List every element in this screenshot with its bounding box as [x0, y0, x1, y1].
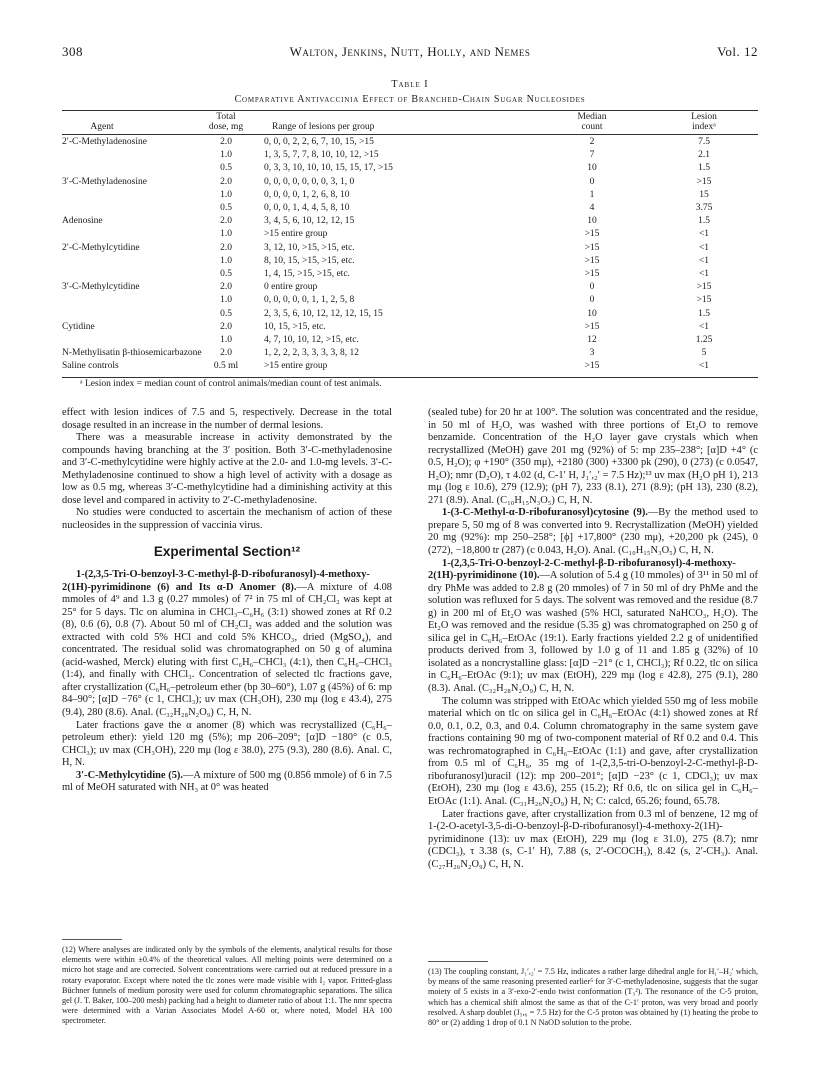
- cell-range: 1, 2, 2, 2, 3, 3, 3, 3, 8, 12: [264, 348, 359, 359]
- table-row: [62, 256, 758, 267]
- cell-median: 0: [589, 176, 595, 187]
- cell-agent: 3′-C-Methyladenosine: [62, 176, 147, 187]
- cell-dose: 0.5: [220, 163, 232, 174]
- compound-title: 1-(2,3,5-Tri-O-benzoyl-2-C-methyl-β-D-ribofuranosyl)-4-methoxy-2(1H)-pyrimidinone (10).: [428, 557, 736, 582]
- cell-index: <1: [698, 229, 710, 240]
- table-row: [62, 322, 758, 333]
- cell-range: 0, 0, 0, 1, 4, 4, 5, 8, 10: [264, 203, 350, 213]
- cell-index: >15: [696, 282, 712, 293]
- cell-range: 3, 12, 10, >15, >15, etc.: [264, 242, 355, 253]
- cell-median: 10: [587, 308, 597, 319]
- volume-label: Vol. 12: [717, 44, 758, 59]
- footnote-12: (12) Where analyses are indicated only by the symbols of the elements, analytical results for those elements were within ±0.4% of the theoretical values. All melting points were determined on a micro hot stage and are corrected. Solvent concentrations were carried out at reduced pressure in a rotary evaporator. Except where noted the tlc zones were made visible with I₂ vapor. Fritted-glass Büchner funnels of medium porosity were used for column chromatographic separations. The silica gel (J. T. Baker, 100–200 mesh) packing had a height to diameter ratio of about 1:1. The nmr spectra were determined with a Varian Associates Model A-60 or, where noted, Model HA 100 spectrometer.: [62, 945, 392, 1026]
- col-head-dose-2: dose, mg: [208, 122, 244, 132]
- cell-agent: Cytidine: [62, 321, 95, 332]
- cell-dose: 2.0: [220, 216, 232, 227]
- cell-range: 0, 0, 0, 2, 2, 6, 7, 10, 15, >15: [264, 137, 374, 147]
- col-head-median-1: Median: [577, 112, 607, 122]
- cell-dose: 1.0: [220, 295, 232, 306]
- col-head-index-1: Lesion: [691, 112, 717, 122]
- cell-median: >15: [584, 229, 600, 240]
- cell-agent: N-Methylisatin β-thiosemicarbazone: [62, 348, 202, 359]
- table-row: [62, 348, 758, 359]
- cell-range: 3, 4, 5, 6, 10, 12, 12, 15: [264, 216, 355, 227]
- cell-dose: 1.0: [220, 229, 232, 240]
- table-row: [62, 335, 758, 346]
- left-column: [62, 407, 392, 795]
- cell-range: 0, 3, 3, 10, 10, 10, 15, 15, 17, >15: [264, 163, 393, 174]
- cell-range: 0, 0, 0, 0, 0, 0, 0, 3, 1, 0: [264, 176, 355, 187]
- cell-index: 1.25: [695, 335, 713, 345]
- cell-index: 3.75: [695, 203, 713, 213]
- cell-range: 10, 15, >15, etc.: [264, 321, 326, 332]
- cell-index: 1.5: [698, 216, 710, 227]
- paragraph: [428, 558, 758, 696]
- cell-index: <1: [698, 255, 710, 266]
- cell-agent: 2′-C-Methylcytidine: [62, 242, 140, 253]
- cell-dose: 0.5: [220, 269, 232, 279]
- running-authors: Walton, Jenkins, Nutt, Holly, and Nemes: [289, 44, 531, 59]
- table-header-rule: [62, 134, 758, 135]
- cell-dose: 2.0: [220, 321, 232, 332]
- cell-dose: 2.0: [220, 348, 232, 359]
- paragraph: Later fractions gave, after crystallization from 0.3 ml of benzene, 12 mg of 1-(2-O-acetyl-3,5-di-O-benzoyl-β-D-ribofuranosyl)-4-methoxy-2(1H)-pyrimidinone (13): uv max (EtOH), 229 mμ (log ε 31.0), 275 (8.7); nmr (CDCl₃), τ 3.38 (s, C-1′ H), 7.88 (s, 2′-OCOCH₃), 8.42 (s, 2′-CH₃). Anal. (C₂₇H₂₆N₂O₉) C, H, N.: [428, 808, 758, 870]
- table-row: [62, 216, 758, 227]
- paragraph: Later fractions gave the α anomer (8) which was recrystallized (C₆H₆–petroleum ether): yield 120 mg (5%); mp 206–209°; [α]D −180° (c 0.5, CHCl₃); uv max (CH₃OH), 220 mμ (log ε 38.0), 275 (9.3), 280 (8.6). Anal. C, H, N.: [62, 719, 392, 769]
- cell-index: <1: [698, 361, 710, 372]
- cell-range: 4, 7, 10, 10, 12, >15, etc.: [264, 335, 359, 345]
- paragraph: effect with lesion indices of 7.5 and 5, respectively. Decrease in the total dosage resulted in an increase in the number of dermal lesions.: [62, 407, 392, 431]
- cell-range: 0, 0, 0, 0, 0, 1, 1, 2, 5, 8: [264, 295, 355, 306]
- cell-median: 0: [589, 282, 595, 293]
- table-row: [62, 282, 758, 293]
- page-number: 308: [62, 44, 83, 59]
- cell-index: >15: [696, 295, 712, 306]
- paragraph-body: —By the method used to prepare 5, 50 mg of 8 was converted into 9. Recrystallization (MeOH) yielded 20 mg (92%): mp 250–258°; [ϕ] +17,800° (230 mμ), +20,200 pk (245), 0 (272), −18,800 tr (287) (c 0.043, H₂O). Anal. (C₁₀H₁₅N₃O₅) C, H, N.: [428, 507, 758, 557]
- cell-median: 3: [589, 348, 595, 359]
- footnote-rule: [62, 939, 122, 940]
- cell-dose: 1.0: [220, 150, 232, 161]
- cell-median: 10: [587, 163, 597, 174]
- cell-index: <1: [698, 321, 710, 332]
- cell-median: 4: [589, 203, 595, 213]
- col-head-median-2: count: [581, 122, 603, 132]
- cell-dose: 2.0: [220, 242, 232, 253]
- table-row: [62, 243, 758, 254]
- cell-index: 1.5: [698, 308, 710, 319]
- paragraph: No studies were conducted to ascertain the mechanism of action of these nucleosides in the suppression of vaccinia virus.: [62, 507, 392, 531]
- table-footnote: ᵃ Lesion index = median count of control animals/median count of test animals.: [80, 379, 382, 389]
- cell-range: 2, 3, 5, 6, 10, 12, 12, 12, 15, 15: [264, 308, 383, 319]
- cell-median: 10: [587, 216, 597, 227]
- cell-range: 8, 10, 15, >15, >15, etc.: [264, 255, 355, 266]
- cell-agent: Saline controls: [62, 361, 119, 372]
- cell-index: 1.5: [698, 163, 710, 174]
- table-row: [62, 295, 758, 306]
- cell-index: <1: [698, 242, 710, 253]
- cell-dose: 1.0: [220, 335, 232, 345]
- table-row: [62, 163, 758, 174]
- table-row: [62, 269, 758, 280]
- table-row: [62, 309, 758, 320]
- cell-dose: 1.0: [220, 255, 232, 266]
- cell-agent: Adenosine: [62, 216, 103, 227]
- footnote-rule: [428, 961, 488, 962]
- paragraph: [428, 507, 758, 557]
- compound-title: 1-(3-C-Methyl-α-D-ribofuranosyl)cytosine (9).: [442, 507, 648, 519]
- cell-agent: 2′-C-Methyladenosine: [62, 137, 147, 147]
- cell-median: 1: [589, 189, 595, 200]
- cell-index: 15: [699, 189, 709, 200]
- table-row: [62, 150, 758, 161]
- cell-index: 7.5: [698, 137, 710, 147]
- paragraph: The column was stripped with EtOAc which yielded 550 mg of less mobile material which on tlc on silica gel in C₆H₆–EtOAc (4:1) showed zones at Rf 0.0, 0.1, 0.2, 0.3, and 0.4. Column chromatography in the same system gave fractions containing 90 mg of two-component material of Rf 0.2 and 0.4. This was rechromatographed in C₆H₆–EtOAc (1:1) and gave, after crystallization from 0.5 ml of C₆H₆, 35 mg of 1-(2,3,5-tri-O-benzoyl-2-C-methyl-β-D-ribofuranosyl)uracil (12): mp 200–201°; [α]D −23° (c 1, CDCl₃); uv max (EtOH), 230 mμ (log ε 43.6), 255 (15.2); Rf 0.6, tlc on silica gel in C₆H₆–EtOAc (1:1). Anal. (C₃₁H₂₆N₂O₉) H, N; C: calcd, 65.26; found, 65.78.: [428, 695, 758, 807]
- table-row: [62, 203, 758, 214]
- cell-dose: 0.5 ml: [213, 361, 239, 372]
- paragraph-body: —A solution of 5.4 g (10 mmoles) of 3¹¹ in 50 ml of dry PhMe was added to 2.8 g (20 mmoles) of 7 in 50 ml of dry PhMe and the solution was refluxed for 5 days. The solvent was removed and the residue (8.7 g) in 200 ml of Et₂O was washed (5% HCl, saturated NaHCO₃, H₂O). The Et₂O was removed and the residue (5.35 g) was chromatographed on 250 g of silica gel in C₆H₆–EtOAc (19:1). Early fractions yielded 2.2 g of unidentified products derived from 3, followed by 1.0 g of 11 and 1.85 g (32%) of 10 isolated as a noncrystalline glass: [α]D −21° (c 1, CHCl₃); Rf 0.22, tlc on silica in C₆H₆–EtOAc (9:1); uv max (EtOH), 229 mμ (log ε 42.8), 275 (9.1), 280 (8.3). Anal. (C₃₂H₂₈N₂O₉) C, H, N.: [428, 570, 758, 695]
- cell-range: 1, 3, 5, 7, 7, 8, 10, 10, 12, >15: [264, 150, 379, 161]
- cell-dose: 1.0: [220, 189, 232, 200]
- paragraph: [62, 770, 392, 795]
- table-row: [62, 229, 758, 240]
- cell-dose: 2.0: [220, 176, 232, 187]
- running-header: [62, 44, 758, 62]
- table-row: [62, 137, 758, 148]
- cell-median: >15: [584, 361, 600, 372]
- cell-range: 1, 4, 15, >15, >15, etc.: [264, 269, 350, 279]
- paragraph-body: —A mixture of 500 mg (0.856 mmole) of 6 in 7.5 ml of MeOH saturated with NH₃ at 0° was heated: [62, 769, 392, 794]
- cell-dose: 0.5: [220, 308, 232, 319]
- paragraph: There was a measurable increase in activity demonstrated by the compounds having branching at the 3′ position. Both 3′-C-methyladenosine and 3′-C-methylcytidine were highly active at the 2.0- and 1.0-mg levels. 3′-C-Methyladenosine continued to show a high level of activity with a dosage as low as 0.5 mg, whereas 3′-C-methylcytidine had a diminishing activity at this dose level and compared in activity to 2′-C-methyladenosine.: [62, 432, 392, 506]
- footnote-13: (13) The coupling constant, J₁′,₂′ = 7.5 Hz, indicates a rather large dihedral angle for H₁′–H₂′ which, by means of the same reasoning presented earlier⁵ for 3′-C-methyladenosine, suggests that the sugar moiety of 5 exists in a 3′-exo-2′-endo twist conformation (T₃²). The resonance of the C-5 proton, which has a chemical shift almost the same as that of the C-1′ proton, was very broad and poorly resolved. A sharp doublet (J₅,₆ = 7.5 Hz) for the C-5 proton was obtained by (1) heating the probe to 80° or (2) adding 1 drop of 0.1 N NaOD solution to the probe.: [428, 967, 758, 1028]
- table-label: Table I: [391, 79, 429, 90]
- cell-range: 0, 0, 0, 0, 1, 2, 6, 8, 10: [264, 189, 350, 200]
- cell-index: 5: [701, 348, 707, 359]
- col-head-range: Range of lesions per group: [272, 122, 375, 132]
- cell-median: 2: [589, 137, 595, 147]
- section-heading: Experimental Section¹²: [153, 544, 301, 560]
- cell-range: 0 entire group: [264, 282, 318, 293]
- paragraph: (sealed tube) for 20 hr at 100°. The solution was concentrated and the residue, in 50 ml of H₂O, was washed with three portions of Et₂O to remove benzamide. Concentration of the H₂O layer gave crystals which when recrystallized (MeOH) gave 201 mg (92%) of 5: mp 235–238°; [α]D +4° (c 0.5, H₂O); φ +190° (350 mμ), +2180 (300) +3300 pk (290), 0 (273) (c 0.0547, H₂O); nmr (D₂O), τ 4.02 (d, C-1′ H, J₁′,₂′ = 7.5 Hz);¹³ uv max (H₂O pH 1), 213 mμ (log ε 10.6), 279 (12.9); (pH 7), 233 (8.1), 271 (8.9); (pH 13), 230 (8.2), 271 (8.9). Anal. (C₁₀H₁₅N₃O₅) C, H, N.: [428, 407, 758, 506]
- right-column: [428, 407, 758, 871]
- cell-index: >15: [696, 176, 712, 187]
- table-top-rule: [62, 110, 758, 111]
- cell-median: >15: [584, 242, 600, 253]
- cell-index: <1: [698, 269, 710, 279]
- cell-median: >15: [584, 321, 600, 332]
- table-bottom-rule: [62, 377, 758, 378]
- compound-title: 3′-C-Methylcytidine (5).: [76, 769, 183, 781]
- cell-range: >15 entire group: [264, 361, 328, 372]
- table-row: [62, 190, 758, 201]
- cell-dose: 2.0: [220, 137, 232, 147]
- col-head-agent: Agent: [90, 122, 114, 132]
- cell-median: 7: [589, 150, 595, 161]
- table-row: [62, 361, 758, 372]
- paragraph: [62, 569, 392, 720]
- col-head-index-2: indexᵃ: [692, 122, 716, 132]
- paragraph-body: —A mixture of 4.08 mmoles of 4⁹ and 1.3 g (0.27 mmoles) of 7² in 75 ml of CH₂Cl₂ was kept at 25° for 5 days. Tlc on alumina in CHCl₃–C₆H₆ (3:1) showed zones at Rf 0.2 (8), 0.6 (6), 0.8 (7). About 50 ml of CH₂Cl₂ was added and the solution was extracted with cold 5% HCl and cold 5% KHCO₃, dried (MgSO₄), and concentrated. The residual solid was chromatographed on 50 g of alumina (acid-washed, Merck) eluting with first C₆H₆–CHCl₃ (4:1), then C₆H₆–CHCl₃ (1:4), and finally with CHCl₃. Concentration of selected tlc fractions gave, after crystallization (C₆H₆–petroleum ether (bp 30–60°), 1.07 g (45%) of 6: mp 84–90°; [α]D −76° (c 1, CHCl₃); uv max (CH₃OH), 230 mμ (log ε 43.4), 275 (9.4), 280 (8.6). Anal. (C₃₂H₂₈N₂O₉) C, H, N.: [62, 581, 392, 719]
- cell-range: >15 entire group: [264, 229, 328, 240]
- cell-median: >15: [584, 269, 600, 279]
- cell-dose: 0.5: [220, 203, 232, 213]
- compound-title: 1-(2,3,5-Tri-O-benzoyl-3-C-methyl-β-D-ribofuranosyl)-4-methoxy-2(1H)-pyrimidinone (6) and Its α-D Anomer (8).: [62, 569, 370, 593]
- table-row: [62, 177, 758, 188]
- table-caption: Comparative Antivaccinia Effect of Branched-Chain Sugar Nucleosides: [234, 94, 586, 105]
- col-head-dose-1: Total: [216, 112, 236, 122]
- cell-agent: 3′-C-Methylcytidine: [62, 282, 140, 293]
- cell-dose: 2.0: [220, 282, 232, 293]
- cell-index: 2.1: [698, 150, 710, 161]
- cell-median: 0: [589, 295, 595, 306]
- cell-median: 12: [587, 335, 597, 345]
- cell-median: >15: [584, 255, 600, 266]
